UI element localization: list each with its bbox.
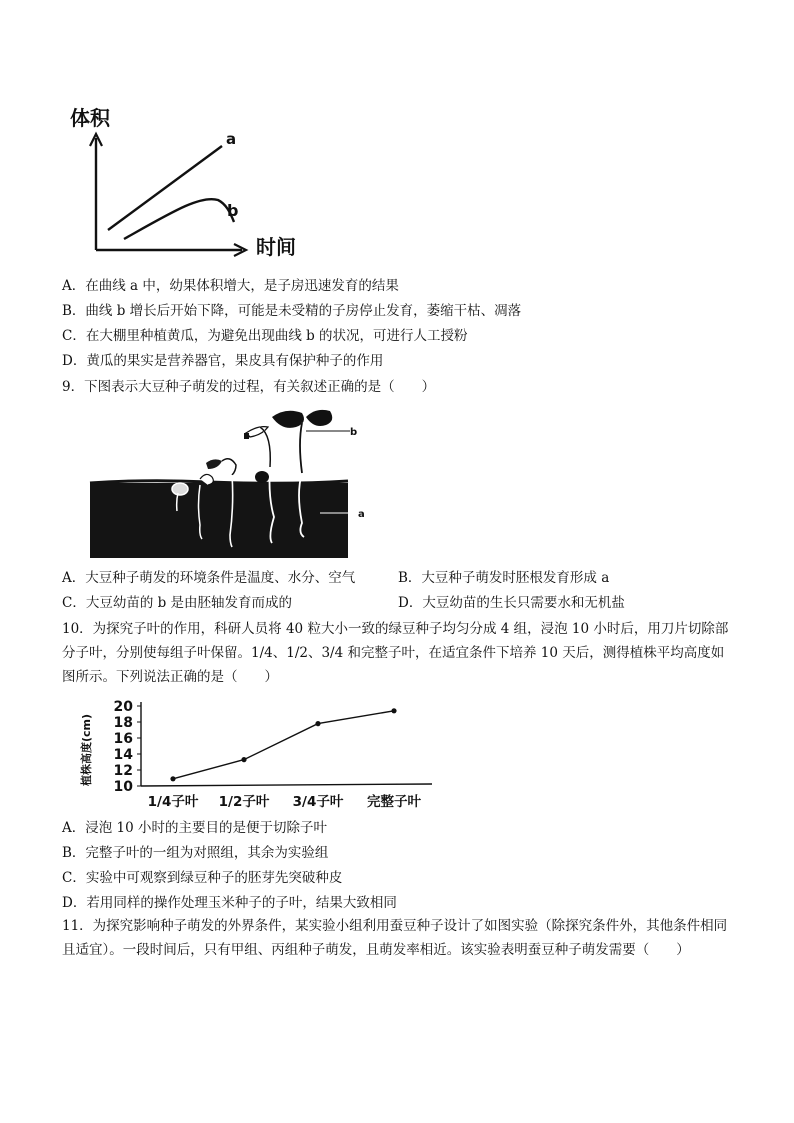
- data-point: [241, 757, 246, 762]
- q8-option-b: B．曲线 b 增长后开始下降，可能是未受精的子房停止发育，萎缩干枯、凋落: [62, 303, 522, 319]
- q8-option-a: A．在曲线 a 中，幼果体积增大，是子房迅速发育的结果: [62, 278, 399, 294]
- x-tick-label: 1/4子叶: [147, 794, 199, 810]
- seedling-stage-3: [206, 459, 222, 469]
- y-tick-label: 18: [113, 715, 133, 731]
- y-axis-title: 植株高度(cm): [80, 713, 93, 787]
- q8-option-c: C．在大棚里种植黄瓜，为避免出现曲线 b 的状况，可进行人工授粉: [62, 328, 468, 344]
- curve-b-label: b: [227, 201, 239, 220]
- curve-a-label: a: [226, 130, 237, 148]
- q10-option-d: D．若用同样的操作处理玉米种子的子叶，结果大致相同: [62, 895, 397, 911]
- q11-stem: 11．为探究影响种子萌发的外界条件，某实验小组利用蚕豆种子设计了如图实验（除探究条件外，其他条件相同且适宜）。一段时间后，只有甲组、丙组种子萌发，且萌发率相近。该实验表明蚕豆种子萌发需要（ ）: [62, 918, 728, 958]
- x-axis-label: 时间: [256, 235, 296, 259]
- q9-option-c: C．大豆幼苗的 b 是由胚轴发育而成的: [62, 595, 293, 611]
- x-tick-label: 1/2子叶: [218, 794, 270, 810]
- label-a: a: [358, 509, 365, 520]
- y-axis-label: 体积: [70, 106, 110, 130]
- fruit-volume-figure: [62, 100, 312, 265]
- q9-option-d: D．大豆幼苗的生长只需要水和无机盐: [398, 595, 625, 611]
- q9-option-b: B．大豆种子萌发时胚根发育形成 a: [398, 570, 610, 586]
- q10-option-c: C．实验中可观察到绿豆种子的胚芽先突破种皮: [62, 870, 343, 886]
- plant-height-chart: [66, 696, 446, 814]
- q9-option-a: A．大豆种子萌发的环境条件是温度、水分、空气: [62, 570, 356, 586]
- q10-option-a: A．浸泡 10 小时的主要目的是便于切除子叶: [62, 820, 328, 836]
- height-series-line: [173, 711, 394, 779]
- y-tick-label: 12: [113, 763, 133, 779]
- seed-stage-1: [172, 483, 188, 495]
- q8-option-d: D．黄瓜的果实是营养器官，果皮具有保护种子的作用: [62, 353, 384, 369]
- y-tick-label: 20: [113, 699, 133, 715]
- soil: [90, 483, 348, 558]
- data-point: [170, 776, 175, 781]
- data-point: [391, 708, 396, 713]
- q9-stem: 9．下图表示大豆种子萌发的过程，有关叙述正确的是（ ）: [62, 379, 436, 395]
- label-b: b: [350, 427, 358, 438]
- q10-option-b: B．完整子叶的一组为对照组，其余为实验组: [62, 845, 329, 861]
- x-tick-label: 3/4子叶: [292, 794, 344, 810]
- x-tick-label: 完整子叶: [367, 794, 421, 810]
- x-axis: [141, 784, 432, 786]
- y-tick-label: 10: [113, 779, 133, 795]
- y-tick-label: 14: [113, 747, 133, 763]
- q10-stem: 10．为探究子叶的作用，科研人员将 40 粒大小一致的绿豆种子均匀分成 4 组，浸泡 10 小时后，用刀片切除部分子叶，分别使每组子叶保留。1/4、1/2、3/4 和完整子叶，在适宜条件下培养 10 天后，测得植株平均高度如图所示。下列说法正确的是（ ）: [62, 621, 729, 685]
- soybean-germination-figure: [88, 405, 378, 560]
- y-tick-label: 16: [113, 731, 133, 747]
- seedling-stage-5-leaves: [272, 411, 304, 428]
- data-point: [315, 721, 320, 726]
